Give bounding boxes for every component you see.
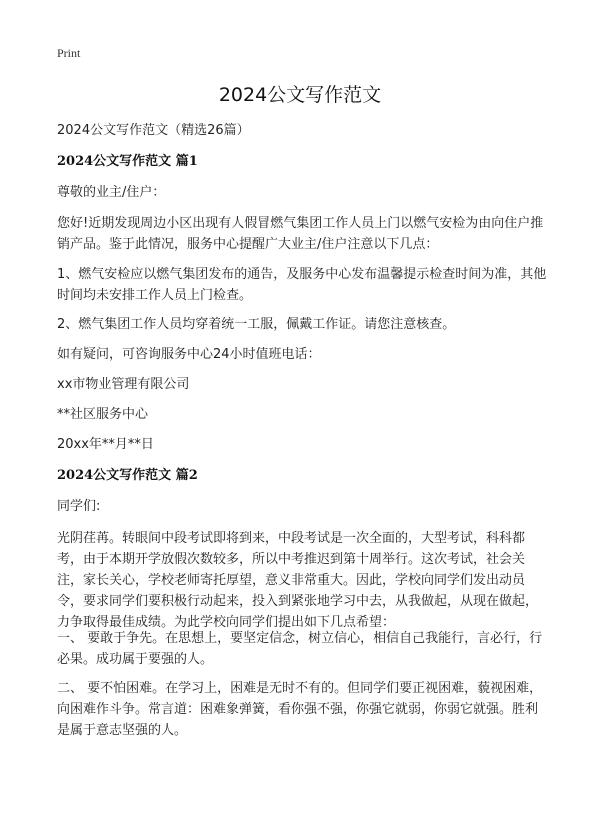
section-1-center: **社区服务中心	[57, 407, 149, 422]
document-subtitle: 2024公文写作范文（精选26篇）	[57, 123, 250, 138]
section-1-company: xx市物业管理有限公司	[57, 377, 190, 392]
section-1-date: 20xx年**月**日	[57, 437, 154, 452]
section-1-greeting: 尊敬的业主/住户：	[57, 185, 166, 200]
section-1-paragraph: 您好!近期发现周边小区出现有人假冒燃气集团工作人员上门以燃气安检为由向住户推销产品。鉴于此情况，服务中心提醒广大业主/住户注意以下几点：	[57, 216, 544, 252]
section-2-greeting: 同学们:	[57, 499, 101, 514]
section-2-paragraph: 光阴荏苒。转眼间中段考试即将到来，中段考试是一次全面的，大型考试，科科都考，由于本期开学放假次数较多，所以中考推迟到第十周举行。这次考试，社会关注，家长关心，学校老师寄托厚望，意义非常重大。因此，学校向同学们发出动员令，要求同学们要积极行动起来，投入到紧张地学习中去，从我做起，从现在做起，力争取得最佳成绩。为此学校向同学们提出如下几点希望：	[57, 531, 539, 630]
section-2-heading: 2024公文写作范文 篇2	[57, 468, 198, 483]
section-1-heading: 2024公文写作范文 篇1	[57, 154, 198, 169]
document-title: 2024公文写作范文	[218, 84, 382, 106]
section-2-point-1: 一、 要敢于争先。在思想上，要坚定信念，树立信心，相信自己我能行，言必行，行必果。成功属于要强的人。	[57, 631, 543, 667]
section-1-contact: 如有疑问，可咨询服务中心24小时值班电话：	[57, 347, 321, 362]
section-1-item-1: 1、燃气安检应以燃气集团发布的通告，及服务中心发布温馨提示检查时间为准，其他时间均未安排工作人员上门检查。	[57, 267, 547, 303]
print-link[interactable]: Print	[57, 46, 81, 60]
section-2-point-2: 二、 要不怕困难。在学习上，困难是无时不有的。但同学们要正视困难，藐视困难，向困难作斗争。常言道：困难象弹簧，看你强不强，你强它就弱，你弱它就强。胜利是属于意志坚强的人。	[57, 681, 543, 738]
section-1-item-2: 2、燃气集团工作人员均穿着统一工服，佩戴工作证。请您注意核查。	[57, 317, 456, 332]
